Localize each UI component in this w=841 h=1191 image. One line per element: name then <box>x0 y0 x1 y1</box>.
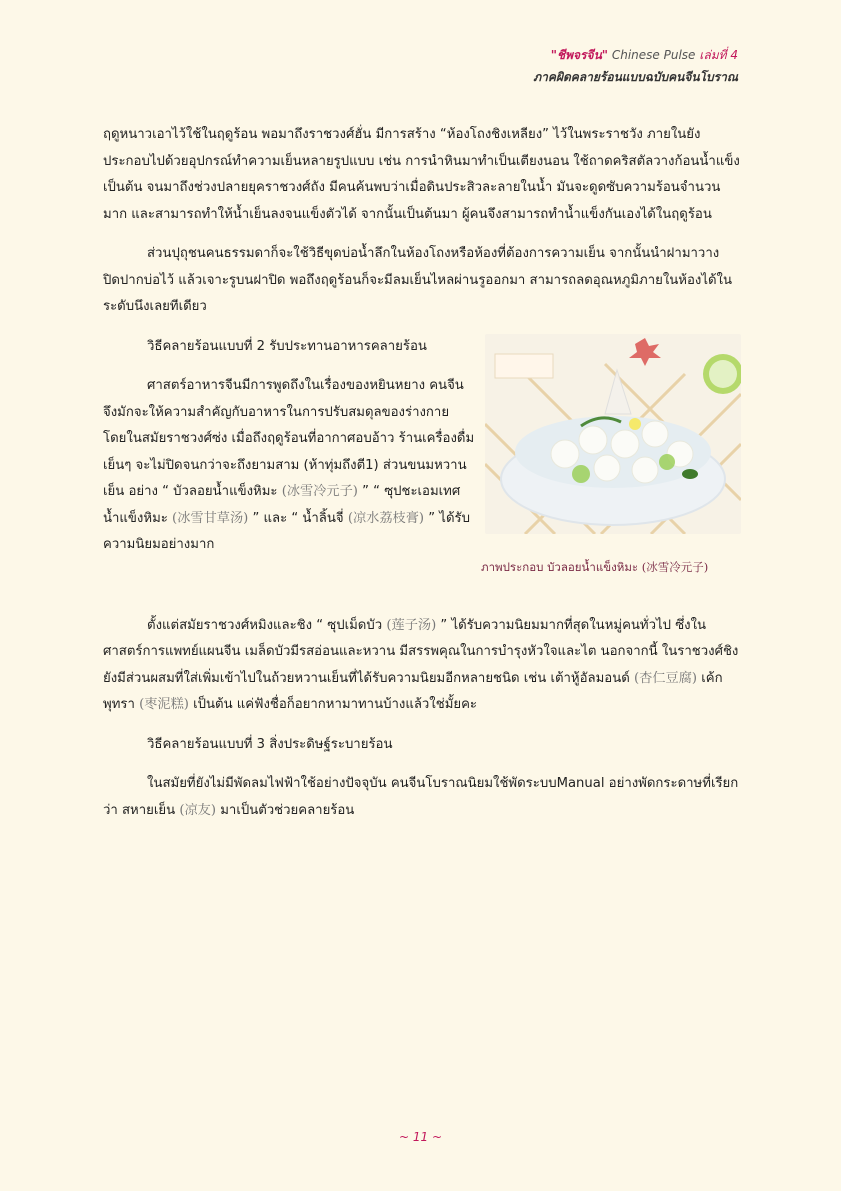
dessert-illustration <box>485 334 741 534</box>
p3-text: ศาสตร์อาหารจีนมีการพูดถึงในเรื่องของหยินหยาง คนจีนจึงมักจะให้ความสำคัญกับอาหารในการปรับสมดุลของร่างกาย โดยในสมัยราชวงศ์ซ่ง เมื่อถึงฤดูร้อนที่อากาศอบอ้าว ร้านเครื่องดื่มเย็นๆ จะไม่ปิดจนกว่าจะถึงยามสาม (ห้าทุ่มถึงตี1) ส่วนขนมหวานเย็น อย่าง “ บัวลอยน้ำแข็งหิมะ <box>103 378 475 499</box>
header-line-2: ภาคผิดคลายร้อนแบบฉบับคนจีนโบราณ <box>533 70 738 84</box>
p4-chinese-1: (莲子汤) <box>386 617 437 633</box>
p3-mid-2: ” และ “ น้ำลิ้นจี่ <box>252 510 344 526</box>
paragraph-1: ฤดูหนาวเอาไว้ใช้ในฤดูร้อน พอมาถึงราชวงศ์ฮั่น มีการสร้าง “ห้องโถงชิงเหลียง” ไว้ในพระราชวัง ภายในยังประกอบไปด้วยอุปกรณ์ทำความเย็นหลายรูปแบบ เช่น การนำหินมาทำเป็นเตียงนอน ใช้ถาดคริสตัลวางก้อนน้ำแข็ง เป็นต้น จนมาถึงช่วงปลายยุคราชวงศ์ถัง มีคนค้นพบว่าเมื่อดินประสิวละลายในน้ำ มันจะดูดซับความร้อนจำนวนมาก และสามารถทำให้น้ำเย็นลงจนแข็งตัวได้ จากนั้นเป็นต้นมา ผู้คนจึงสามารถทำน้ำแข็งกันเองได้ในฤดูร้อน <box>103 127 740 222</box>
page-header <box>533 44 738 88</box>
p4-chinese-3: (枣泥糕) <box>139 697 189 712</box>
p5-a: ในสมัยที่ยังไม่มีพัดลมไฟฟ้าใช้อย่างปัจจุบัน คนจีนโบราณนิยมใช้พัดระบบManual อย่างพัดกระดาษที่เรียกว่า สหายเย็น <box>103 776 739 818</box>
heading-method-3: วิธีคลายร้อนแบบที่ 3 สิ่งประดิษฐ์ระบายร้อน <box>147 736 393 752</box>
paragraph-4 <box>103 613 741 719</box>
paragraph-5 <box>103 771 741 824</box>
paragraph-2: ส่วนปุถุชนคนธรรมดาก็จะใช้วิธีขุดบ่อน้ำลึกในห้องโถงหรือห้องที่ต้องการความเย็น จากนั้นนำฝามาวางปิดปากบ่อไว้ แล้วเจาะรูบนฝาปิด พอถึงฤดูร้อนก็จะมีลมเย็นไหลผ่านรูออกมา สามารถลดอุณหภูมิภายในห้องได้ในระดับนึงเลยทีเดียว <box>103 246 733 314</box>
p4-d: เป็นต้น แค่ฟังชื่อก็อยากหามาทานบ้างแล้วใช่มั้ยคะ <box>193 697 478 712</box>
header-volume: เล่มที่ 4 <box>699 48 738 62</box>
figure-caption <box>481 554 743 581</box>
p4-a: ตั้งแต่สมัยราชวงศ์หมิงและชิง “ ซุปเม็ดบัว <box>147 617 383 633</box>
p3-end: ” ได้รับความนิยมอย่างมาก <box>103 510 470 552</box>
p3-chinese-1: (冰雪冷元子) <box>281 484 358 499</box>
section-2-with-figure <box>103 334 741 600</box>
paragraph-3 <box>103 373 475 559</box>
caption-text: ภาพประกอบ บัวลอยน้ำแข็งหิมะ <box>481 559 639 574</box>
p4-c: เค้กพุทรา <box>103 670 723 712</box>
p4-chinese-2: (杏仁豆腐) <box>634 670 698 686</box>
figure-dessert <box>481 334 743 581</box>
article-body <box>103 122 741 824</box>
header-subtitle: Chinese Pulse <box>611 48 696 62</box>
section-2-text <box>103 334 475 559</box>
p3-mid-1: ” “ ซุปชะเอมเทศน้ำแข็งหิมะ <box>103 484 461 526</box>
p5-chinese: (凉友) <box>179 802 217 818</box>
dessert-photo <box>485 334 741 534</box>
p4-b: ” ได้รับความนิยมมากที่สุดในหมู่คนทั่วไป ซึ่งในศาสตร์การแพทย์แผนจีน เมล็ดบัวมีรสอ่อนและหวาน มีสรรพคุณในการบำรุงหัวใจและไต นอกจากนี้ ในราชวงศ์ชิงยังมีส่วนผสมที่ใส่เพิ่มเข้าไปในถ้วยหวานเย็นที่ได้รับความนิยมอีกหลายชนิด เช่น เต้าหู้อัลมอนด์ <box>103 617 739 686</box>
p3-chinese-3: (凉水荔枝膏) <box>347 510 425 526</box>
heading-method-2: วิธีคลายร้อนแบบที่ 2 รับประทานอาหารคลายร้อน <box>147 338 427 354</box>
p3-chinese-2: (冰雪甘草汤) <box>172 510 249 526</box>
p5-b: มาเป็นตัวช่วยคลายร้อน <box>220 802 355 818</box>
header-line-1 <box>533 44 738 66</box>
caption-chinese: (冰雪冷元子) <box>641 559 709 574</box>
header-brand: "ชีพจรจีน" <box>550 48 609 62</box>
page-number: ~ 11 ~ <box>398 1130 442 1144</box>
